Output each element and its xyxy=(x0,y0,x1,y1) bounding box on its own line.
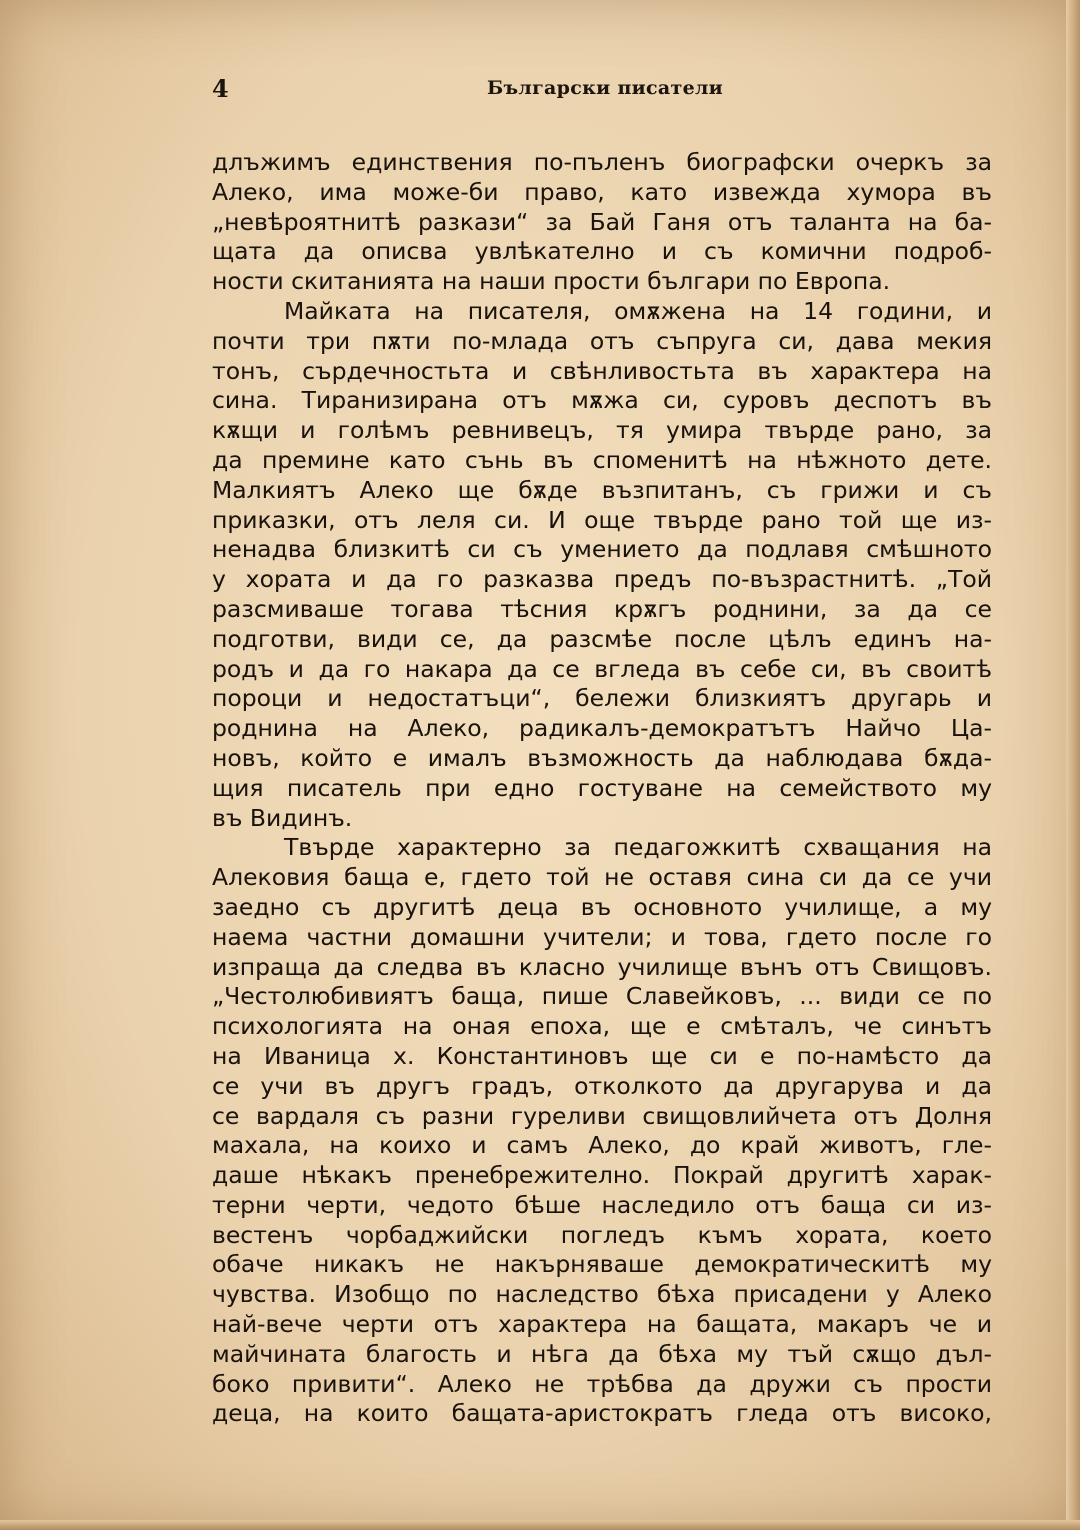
text-line: махала, на коихо и самъ Алеко, до край животъ, гле- xyxy=(212,1131,992,1160)
text-line: разсмиваше тогава тѣсния крѫгъ роднини, за да се xyxy=(212,594,992,623)
text-line: ненадва близкитѣ си съ умението да подлавя смѣшното xyxy=(212,535,992,564)
text-line: на Иваница х. Константиновъ ще си е по-намѣсто да xyxy=(212,1041,992,1070)
text-line: щата да описва увлѣкателно и съ комични подроб- xyxy=(212,237,992,266)
text-line: даше нѣкакъ пренебрежително. Покрай другитѣ харак- xyxy=(212,1161,992,1190)
page-edge-right xyxy=(1066,0,1080,1530)
text-line: да премине като сънь въ споменитѣ на нѣжното дете. xyxy=(212,445,992,474)
text-line: Алеко, има може-би право, като извежда хумора въ xyxy=(212,177,992,206)
text-line: заедно съ другитѣ деца въ основното училище, а му xyxy=(212,892,992,921)
text-line: Твърде характерно за педагожкитѣ схващания на xyxy=(284,833,992,862)
text-line: въ Видинъ. xyxy=(212,803,353,832)
text-line: подготви, види се, да разсмѣе после цѣлъ единъ на- xyxy=(212,624,992,653)
text-line: вестенъ чорбаджийски погледъ къмъ хората, което xyxy=(212,1220,992,1249)
text-line: Малкиятъ Алеко ще бѫде възпитанъ, съ грижи и съ xyxy=(212,475,992,504)
text-line: най-вече черти отъ характера на бащата, макаръ че и xyxy=(212,1310,992,1339)
text-line: роднина на Алеко, радикалъ-демократътъ Найчо Ца- xyxy=(212,714,992,743)
page-header xyxy=(212,74,992,108)
text-line: се вардаля съ разни гурeливи свищовлийчета отъ Долня xyxy=(212,1101,992,1130)
text-line: ности скитанията на наши прости българи по Европа. xyxy=(212,267,891,296)
text-line: обаче никакъ не накърняваше демократическитѣ му xyxy=(212,1250,992,1279)
text-line: почти три пѫти по-млада отъ съпруга си, дава мекия xyxy=(212,326,992,355)
text-line: родъ и да го накара да се вгледа въ себе си, въ своитѣ xyxy=(212,654,992,683)
text-line: терни черти, чедото бѣше наследило отъ баща си из- xyxy=(212,1190,992,1219)
text-line: приказки, отъ леля си. И още твърде рано той ще из- xyxy=(212,505,992,534)
body-text xyxy=(212,148,992,1429)
text-line: у хората и да го разказва предъ по-възрастнитѣ. „Той xyxy=(212,565,992,594)
text-line: Алековия баща е, гдето той не оставя сина си да се учи xyxy=(212,863,992,892)
page-edge-bottom xyxy=(0,1520,1080,1530)
text-line: „невѣроятнитѣ разкази“ за Бай Ганя отъ таланта на ба- xyxy=(212,207,992,236)
text-line: чувства. Изобщо по наследство бѣха присадени у Алеко xyxy=(212,1280,992,1309)
text-line: сина. Тиранизирана отъ мѫжа си, суровъ деспотъ въ xyxy=(212,386,992,415)
text-line: изпраща да следва въ класно училище вънъ отъ Свищовъ. xyxy=(212,952,992,981)
text-line: Майката на писателя, омѫжена на 14 години, и xyxy=(284,296,992,325)
text-line: щия писатель при едно гостуване на семейството му xyxy=(212,773,992,802)
text-line: психологията на оная епоха, ще е смѣталъ, че синътъ xyxy=(212,1012,992,1041)
text-line: боко привити“. Алеко не трѣбва да дружи съ прости xyxy=(212,1369,992,1398)
page-number: 4 xyxy=(212,74,229,103)
text-line: майчината благость и нѣга да бѣха му тъй сѫщо дъл- xyxy=(212,1339,992,1368)
text-line: наема частни домашни учители; и това, гдето после го xyxy=(212,922,992,951)
text-line: се учи въ другъ градъ, отколкото да другарува и да xyxy=(212,1071,992,1100)
text-line: тонъ, сърдечностьта и свѣнливостьта въ характера на xyxy=(212,356,992,385)
text-line: новъ, който е ималъ възможность да наблюдава бѫда- xyxy=(212,743,992,772)
running-title: Български писатели xyxy=(487,77,724,99)
text-line: кѫщи и голѣмъ ревнивецъ, тя умира твърде рано, за xyxy=(212,416,992,445)
text-line: „Честолюбивиятъ баща, пише Славейковъ, ... види се по xyxy=(212,982,992,1011)
text-line: длъжимъ единствения по-пъленъ биографски очеркъ за xyxy=(212,148,992,176)
text-line: деца, на които бащата-аристократъ гледа отъ високо, xyxy=(212,1399,992,1428)
text-line: пороци и недостатъци“, бележи близкиятъ другарь и xyxy=(212,684,992,713)
